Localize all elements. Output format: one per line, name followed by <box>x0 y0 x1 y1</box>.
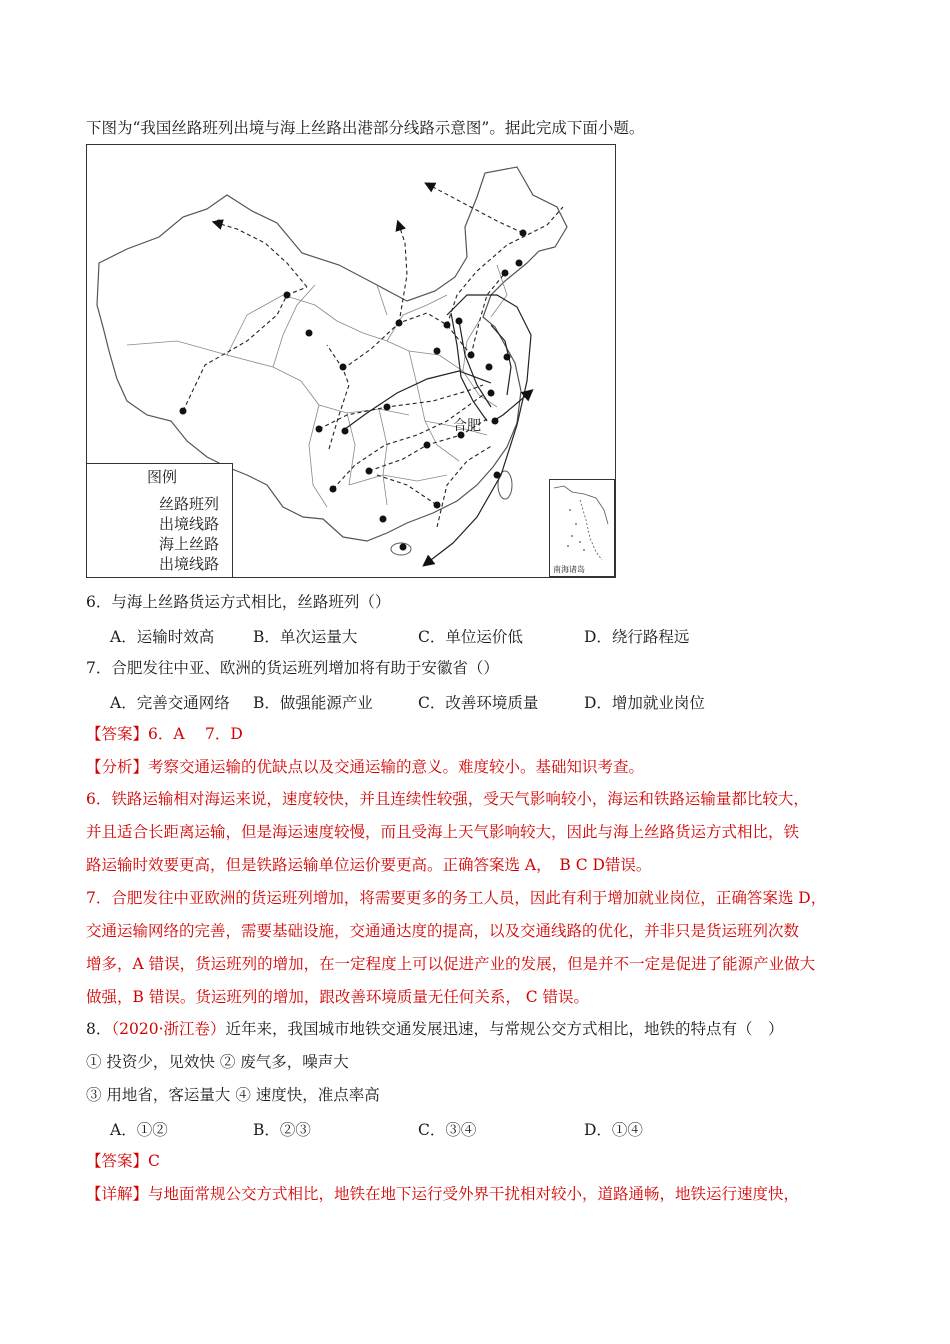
q6-option-a: A．运输时效高 <box>110 628 215 646</box>
legend-rail-line2: 出境线路 <box>159 515 220 533</box>
q8-source: （2020·浙江卷） <box>111 1020 226 1038</box>
q8-items-line2: ③ 用地省，客运量大 ④ 速度快，准点率高 <box>86 1086 380 1104</box>
q6-option-c: C．单位运价低 <box>418 628 523 646</box>
q8-option-a: A．①② <box>110 1121 168 1139</box>
hefei-label: 合肥 <box>453 418 481 434</box>
answer-6-7: 【答案】6．A 7．D <box>86 725 243 743</box>
q6-option-d: D．绕行路程远 <box>584 628 690 646</box>
q8-items-line1: ① 投资少，见效快 ② 废气多，噪声大 <box>86 1053 349 1071</box>
south-china-sea-inset <box>549 479 615 577</box>
q7-option-b: B．做强能源产业 <box>253 694 373 712</box>
legend-sea-line2: 出境线路 <box>159 555 220 573</box>
legend-title: 图例 <box>147 468 178 486</box>
inset-drawing <box>550 480 614 576</box>
q8-option-b: B．②③ <box>253 1121 311 1139</box>
map-legend <box>87 463 233 578</box>
explanation-7-line: 交通运输网络的完善，需要基础设施，交通通达度的提高，以及交通线路的优化，并非只是货运班列次数 <box>86 922 800 940</box>
q7-option-d: D．增加就业岗位 <box>584 694 705 712</box>
q8-number: 8． <box>86 1020 112 1038</box>
q8-option-d: D．①④ <box>584 1121 643 1139</box>
explanation-6-line: 6．铁路运输相对海运来说，速度较快，并且连续性较强，受天气影响较小，海运和铁路运输量都比较大， <box>86 790 809 808</box>
q6-option-b: B．单次运量大 <box>253 628 358 646</box>
q7-option-a: A．完善交通网络 <box>110 694 230 712</box>
explanation-6-line: 并且适合长距离运输，但是海运速度较慢，而且受海上天气影响较大，因此与海上丝路货运方式相比，铁 <box>86 823 800 841</box>
answer-8: 【答案】C <box>86 1152 160 1170</box>
q8-stem <box>86 1019 784 1039</box>
inset-label: 南海诸岛 <box>553 565 585 574</box>
explanation-7-line: 增多，A 错误，货运班列的增加，在一定程度上可以促进产业的发展，但是并不一定是促进了能源产业做大 <box>86 955 816 973</box>
legend-sea-line1: 海上丝路 <box>159 535 220 553</box>
china-route-map <box>86 144 616 578</box>
q6-stem: 6．与海上丝路货运方式相比，丝路班列（） <box>86 593 391 611</box>
q7-option-c: C．改善环境质量 <box>418 694 539 712</box>
q8-text: 近年来，我国城市地铁交通发展迅速，与常规公交方式相比，地铁的特点有（ ） <box>225 1020 784 1038</box>
explanation-6-line: 路运输时效要更高，但是铁路运输单位运价要更高。正确答案选 A， B C D错误。 <box>86 856 652 874</box>
intro-text: 下图为“我国丝路班列出境与海上丝路出港部分线路示意图”。据此完成下面小题。 <box>86 119 645 137</box>
explanation-7-line: 做强，B 错误。货运班列的增加，跟改善环境质量无任何关系， C 错误。 <box>86 988 590 1006</box>
q8-option-c: C．③④ <box>418 1121 477 1139</box>
legend-rail-line1: 丝路班列 <box>159 495 220 513</box>
detail-8: 【详解】与地面常规公交方式相比，地铁在地下运行受外界干扰相对较小，道路通畅，地铁运行速度快， <box>86 1185 800 1203</box>
q7-stem: 7．合肥发往中亚、欧洲的货运班列增加将有助于安徽省（） <box>86 659 499 677</box>
explanation-7-line: 7．合肥发往中亚欧洲的货运班列增加，将需要更多的务工人员，因此有利于增加就业岗位，正确答案选 D， <box>86 889 827 907</box>
analysis: 【分析】考察交通运输的优缺点以及交通运输的意义。难度较小。基础知识考查。 <box>86 758 645 776</box>
